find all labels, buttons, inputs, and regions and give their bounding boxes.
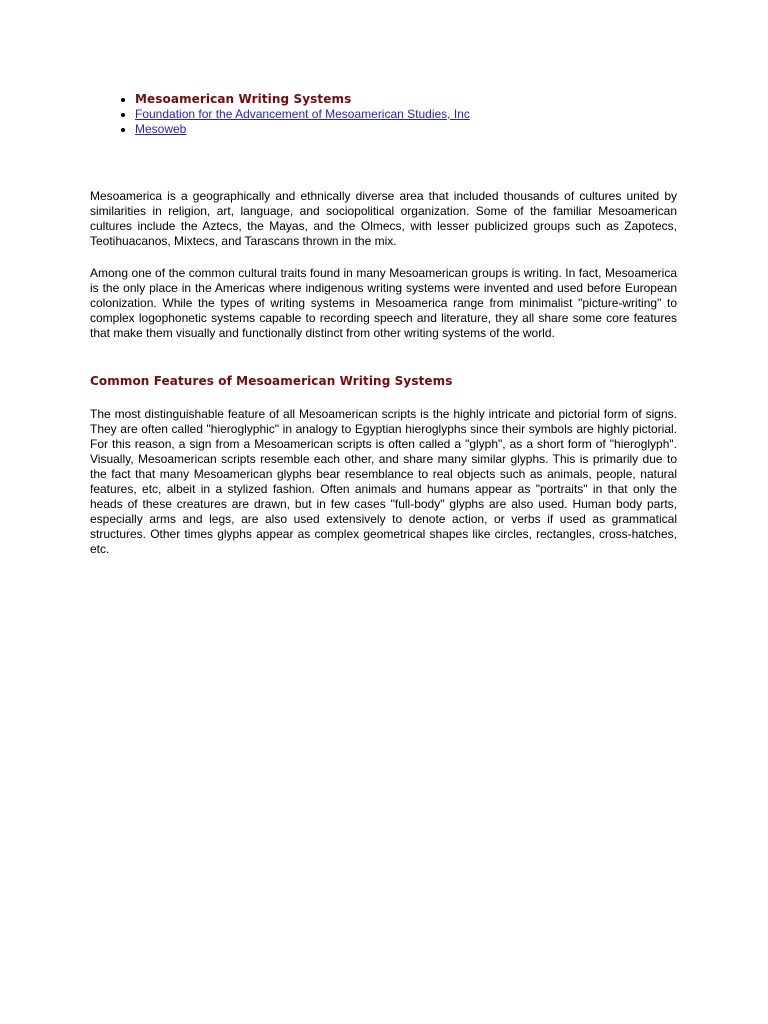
list-item [135,107,695,122]
list-item [135,92,695,107]
list-item [135,122,695,137]
features-paragraph: The most distinguishable feature of all Mesoamerican scripts is the highly intricate and pictorial form of signs. They are often called "hieroglyphic" in analogy to Egyptian hieroglyphs since their symbols are highly pictorial. For this reason, a sign from a Mesoamerican scripts is often called a "glyph", as a short form of "hieroglyph". Visually, Mesoamerican scripts resemble each other, and share many similar glyphs. This is primarily due to the fact that many Mesoamerican glyphs bear resemblance to real objects such as animals, people, natural features, etc, albeit in a stylized fashion. Often animals and humans appear as "portraits" in that only the heads of these creatures are drawn, but in few cases "full-body" glyphs are also used. Human body parts, especially arms and legs, are also used extensively to denote action, or verbs if used as grammatical structures. Other times glyphs appear as complex geometrical shapes like circles, rectangles, cross-hatches, etc. [90,407,677,556]
related-links-list [90,92,695,137]
famsi-link[interactable]: Foundation for the Advancement of Mesoamerican Studies, Inc [135,107,470,121]
intro-paragraph: Mesoamerica is a geographically and ethnically diverse area that included thousands of cultures united by similarities in religion, art, language, and sociopolitical organization. Some of the familiar Mesoamerican cultures include the Aztecs, the Mayas, and the Olmecs, with lesser publicized groups such as Zapotecs, Teotihuacanos, Mixtecs, and Tarascans thrown in the mix. [90,189,677,248]
current-page-title: Mesoamerican Writing Systems [135,92,352,106]
writing-paragraph: Among one of the common cultural traits found in many Mesoamerican groups is writing. In fact, Mesoamerica is the only place in the Americas where indigenous writing systems were invented and used before European colonization. While the types of writing systems in Mesoamerica range from minimalist "picture-writing" to complex logophonetic systems capable to recording speech and literature, they all share some core features that make them visually and functionally distinct from other writing systems of the world. [90,266,677,340]
mesoweb-link[interactable]: Mesoweb [135,122,187,136]
section-heading: Common Features of Mesoamerican Writing Systems [90,374,453,388]
